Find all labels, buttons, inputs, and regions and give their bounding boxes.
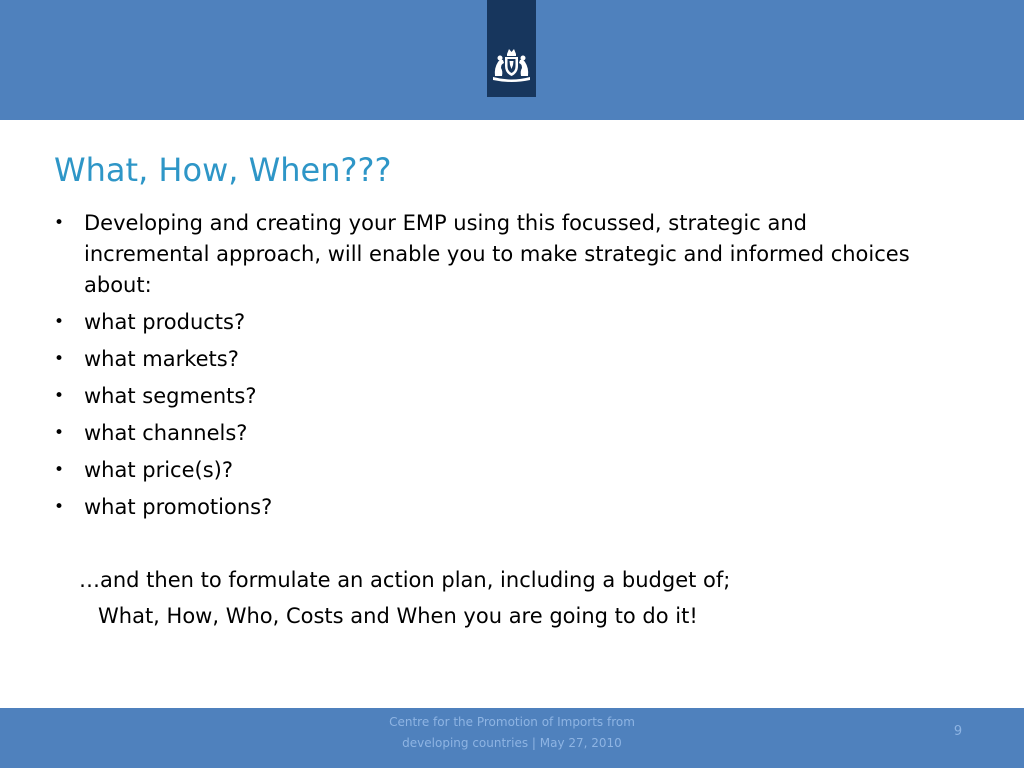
list-item <box>54 455 924 486</box>
closing-line-2: What, How, Who, Costs and When you are going to do it! <box>98 604 698 628</box>
list-item <box>54 208 914 301</box>
list-item-text: what promotions? <box>84 495 273 519</box>
coat-of-arms-icon <box>491 46 532 82</box>
footer-line-2: developing countries | May 27, 2010 <box>402 736 622 750</box>
list-item-text: what segments? <box>84 384 257 408</box>
footer-organization <box>360 712 664 754</box>
list-item <box>54 307 924 338</box>
bullet-dot-icon: • <box>54 349 65 369</box>
bullet-list <box>54 208 924 529</box>
bullet-dot-icon: • <box>54 497 65 517</box>
bullet-dot-icon: • <box>54 213 65 233</box>
footer-line-1: Centre for the Promotion of Imports from <box>389 715 635 729</box>
bullet-dot-icon: • <box>54 386 65 406</box>
bullet-dot-icon: • <box>54 460 65 480</box>
page-number: 9 <box>953 724 963 739</box>
bullet-dot-icon: • <box>54 312 65 332</box>
slide-title: What, How, When??? <box>54 151 392 189</box>
bullet-dot-icon: • <box>54 423 65 443</box>
list-item-text: Developing and creating your EMP using this focussed, strategic and incremental approach, will enable you to make strategic and informed choices about: <box>84 211 910 297</box>
list-item-text: what products? <box>84 310 246 334</box>
list-item-text: what price(s)? <box>84 458 233 482</box>
list-item-text: what markets? <box>84 347 239 371</box>
closing-line-1: …and then to formulate an action plan, including a budget of; <box>79 568 731 592</box>
list-item <box>54 418 924 449</box>
list-item <box>54 492 924 523</box>
list-item <box>54 344 924 375</box>
list-item-text: what channels? <box>84 421 248 445</box>
logo-tab <box>487 0 536 97</box>
list-item <box>54 381 924 412</box>
